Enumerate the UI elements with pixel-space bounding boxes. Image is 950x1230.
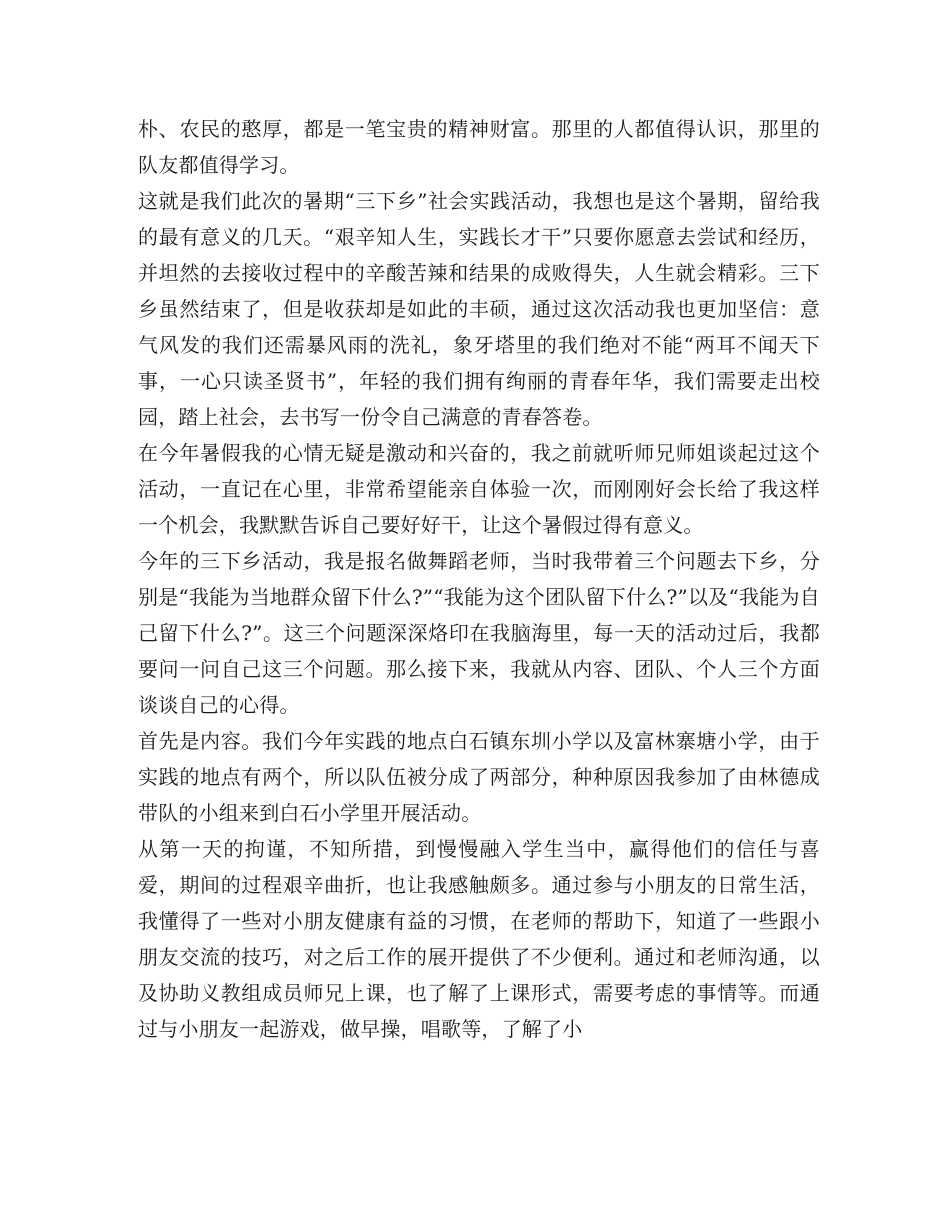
paragraph: 在今年暑假我的心情无疑是激动和兴奋的，我之前就听师兄师姐谈起过这个活动，一直记在心里，非常希望能亲自体验一次，而刚刚好会长给了我这样一个机会，我默默告诉自己要好好干，让这个暑假过得有意义。 (138, 441, 820, 537)
paragraph: 今年的三下乡活动，我是报名做舞蹈老师，当时我带着三个问题去下乡，分别是“我能为当地群众留下什么?”“我能为这个团队留下什么?”以及“我能为自己留下什么?”。这三个问题深深烙印在我脑海里，每一天的活动过后，我都要问一问自己这三个问题。那么接下来，我就从内容、团队、个人三个方面谈谈自己的心得。 (138, 549, 820, 717)
paragraph: 首先是内容。我们今年实践的地点白石镇东圳小学以及富林寨塘小学，由于实践的地点有两个，所以队伍被分成了两部分，种种原因我参加了由林德成带队的小组来到白石小学里开展活动。 (138, 729, 820, 825)
document-body (138, 111, 820, 1047)
paragraph: 从第一天的拘谨，不知所措，到慢慢融入学生当中，赢得他们的信任与喜爱，期间的过程艰辛曲折，也让我感触颇多。通过参与小朋友的日常生活，我懂得了一些对小朋友健康有益的习惯，在老师的帮助下，知道了一些跟小朋友交流的技巧，对之后工作的展开提供了不少便利。通过和老师沟通，以及协助义教组成员师兄上课，也了解了上课形式，需要考虑的事情等。而通过与小朋友一起游戏，做早操，唱歌等，了解了小 (138, 837, 820, 1041)
paragraph: 朴、农民的憨厚，都是一笔宝贵的精神财富。那里的人都值得认识，那里的队友都值得学习。 (138, 117, 820, 177)
paragraph: 这就是我们此次的暑期“三下乡”社会实践活动，我想也是这个暑期，留给我的最有意义的几天。“艰辛知人生，实践长才干”只要你愿意去尝试和经历，并坦然的去接收过程中的辛酸苦辣和结果的成败得失，人生就会精彩。三下乡虽然结束了，但是收获却是如此的丰硕，通过这次活动我也更加坚信：意气风发的我们还需暴风雨的洗礼，象牙塔里的我们绝对不能“两耳不闻天下事，一心只读圣贤书”，年轻的我们拥有绚丽的青春年华，我们需要走出校园，踏上社会，去书写一份令自己满意的青春答卷。 (138, 189, 820, 429)
